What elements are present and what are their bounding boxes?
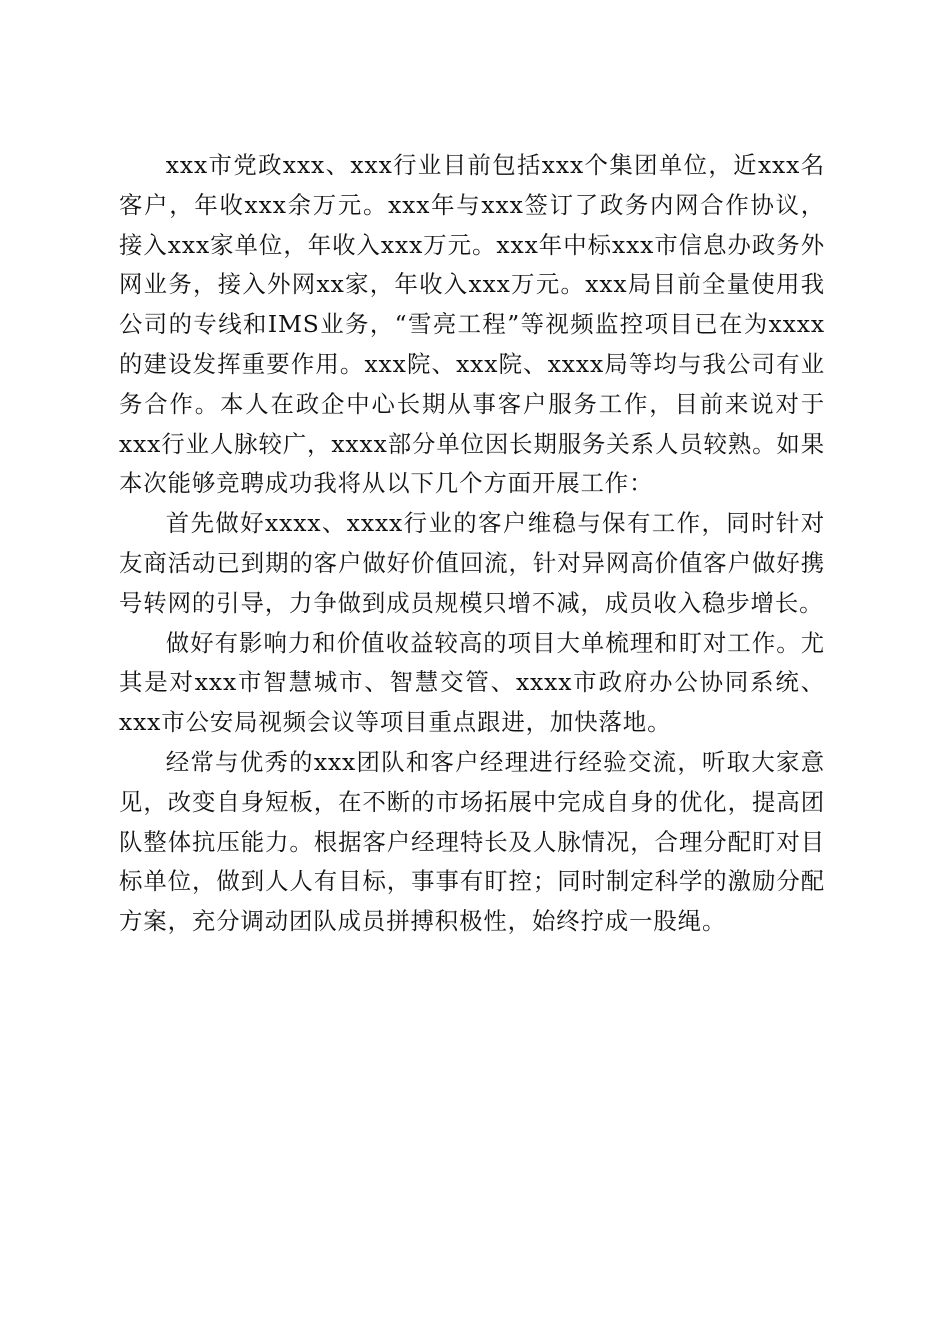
paragraph-intro: xxx市党政xxx、xxx行业目前包括xxx个集团单位，近xxx名客户，年收xxx余万元。xxx年与xxx签订了政务内网合作协议，接入xxx家单位，年收入xxx万元。xxx年中标xxx市信息办政务外网业务，接入外网xx家，年收入xxx万元。xxx局目前全量使用我公司的专线和IMS业务，“雪亮工程”等视频监控项目已在为xxxx的建设发挥重要作用。xxx院、xxx院、xxxx局等均与我公司有业务合作。本人在政企中心长期从事客户服务工作，目前来说对于xxx行业人脉较广，xxxx部分单位因长期服务关系人员较熟。如果本次能够竞聘成功我将从以下几个方面开展工作： <box>119 151 825 498</box>
paragraph-customer-retention: 首先做好xxxx、xxxx行业的客户维稳与保有工作，同时针对友商活动已到期的客户做好价值回流，针对异网高价值客户做好携号转网的引导，力争做到成员规模只增不减，成员收入稳步增长。 <box>119 509 825 617</box>
document-body <box>119 146 825 942</box>
paragraph-team-building: 经常与优秀的xxx团队和客户经理进行经验交流，听取大家意见，改变自身短板，在不断的市场拓展中完成自身的优化，提高团队整体抗压能力。根据客户经理特长及人脉情况，合理分配盯对目标单位，做到人人有目标，事事有盯控；同时制定科学的激励分配方案，充分调动团队成员拼搏积极性，始终拧成一股绳。 <box>119 747 825 936</box>
paragraph-key-projects: 做好有影响力和价值收益较高的项目大单梳理和盯对工作。尤其是对xxx市智慧城市、智慧交管、xxxx市政府办公协同系统、xxx市公安局视频会议等项目重点跟进，加快落地。 <box>119 628 825 737</box>
